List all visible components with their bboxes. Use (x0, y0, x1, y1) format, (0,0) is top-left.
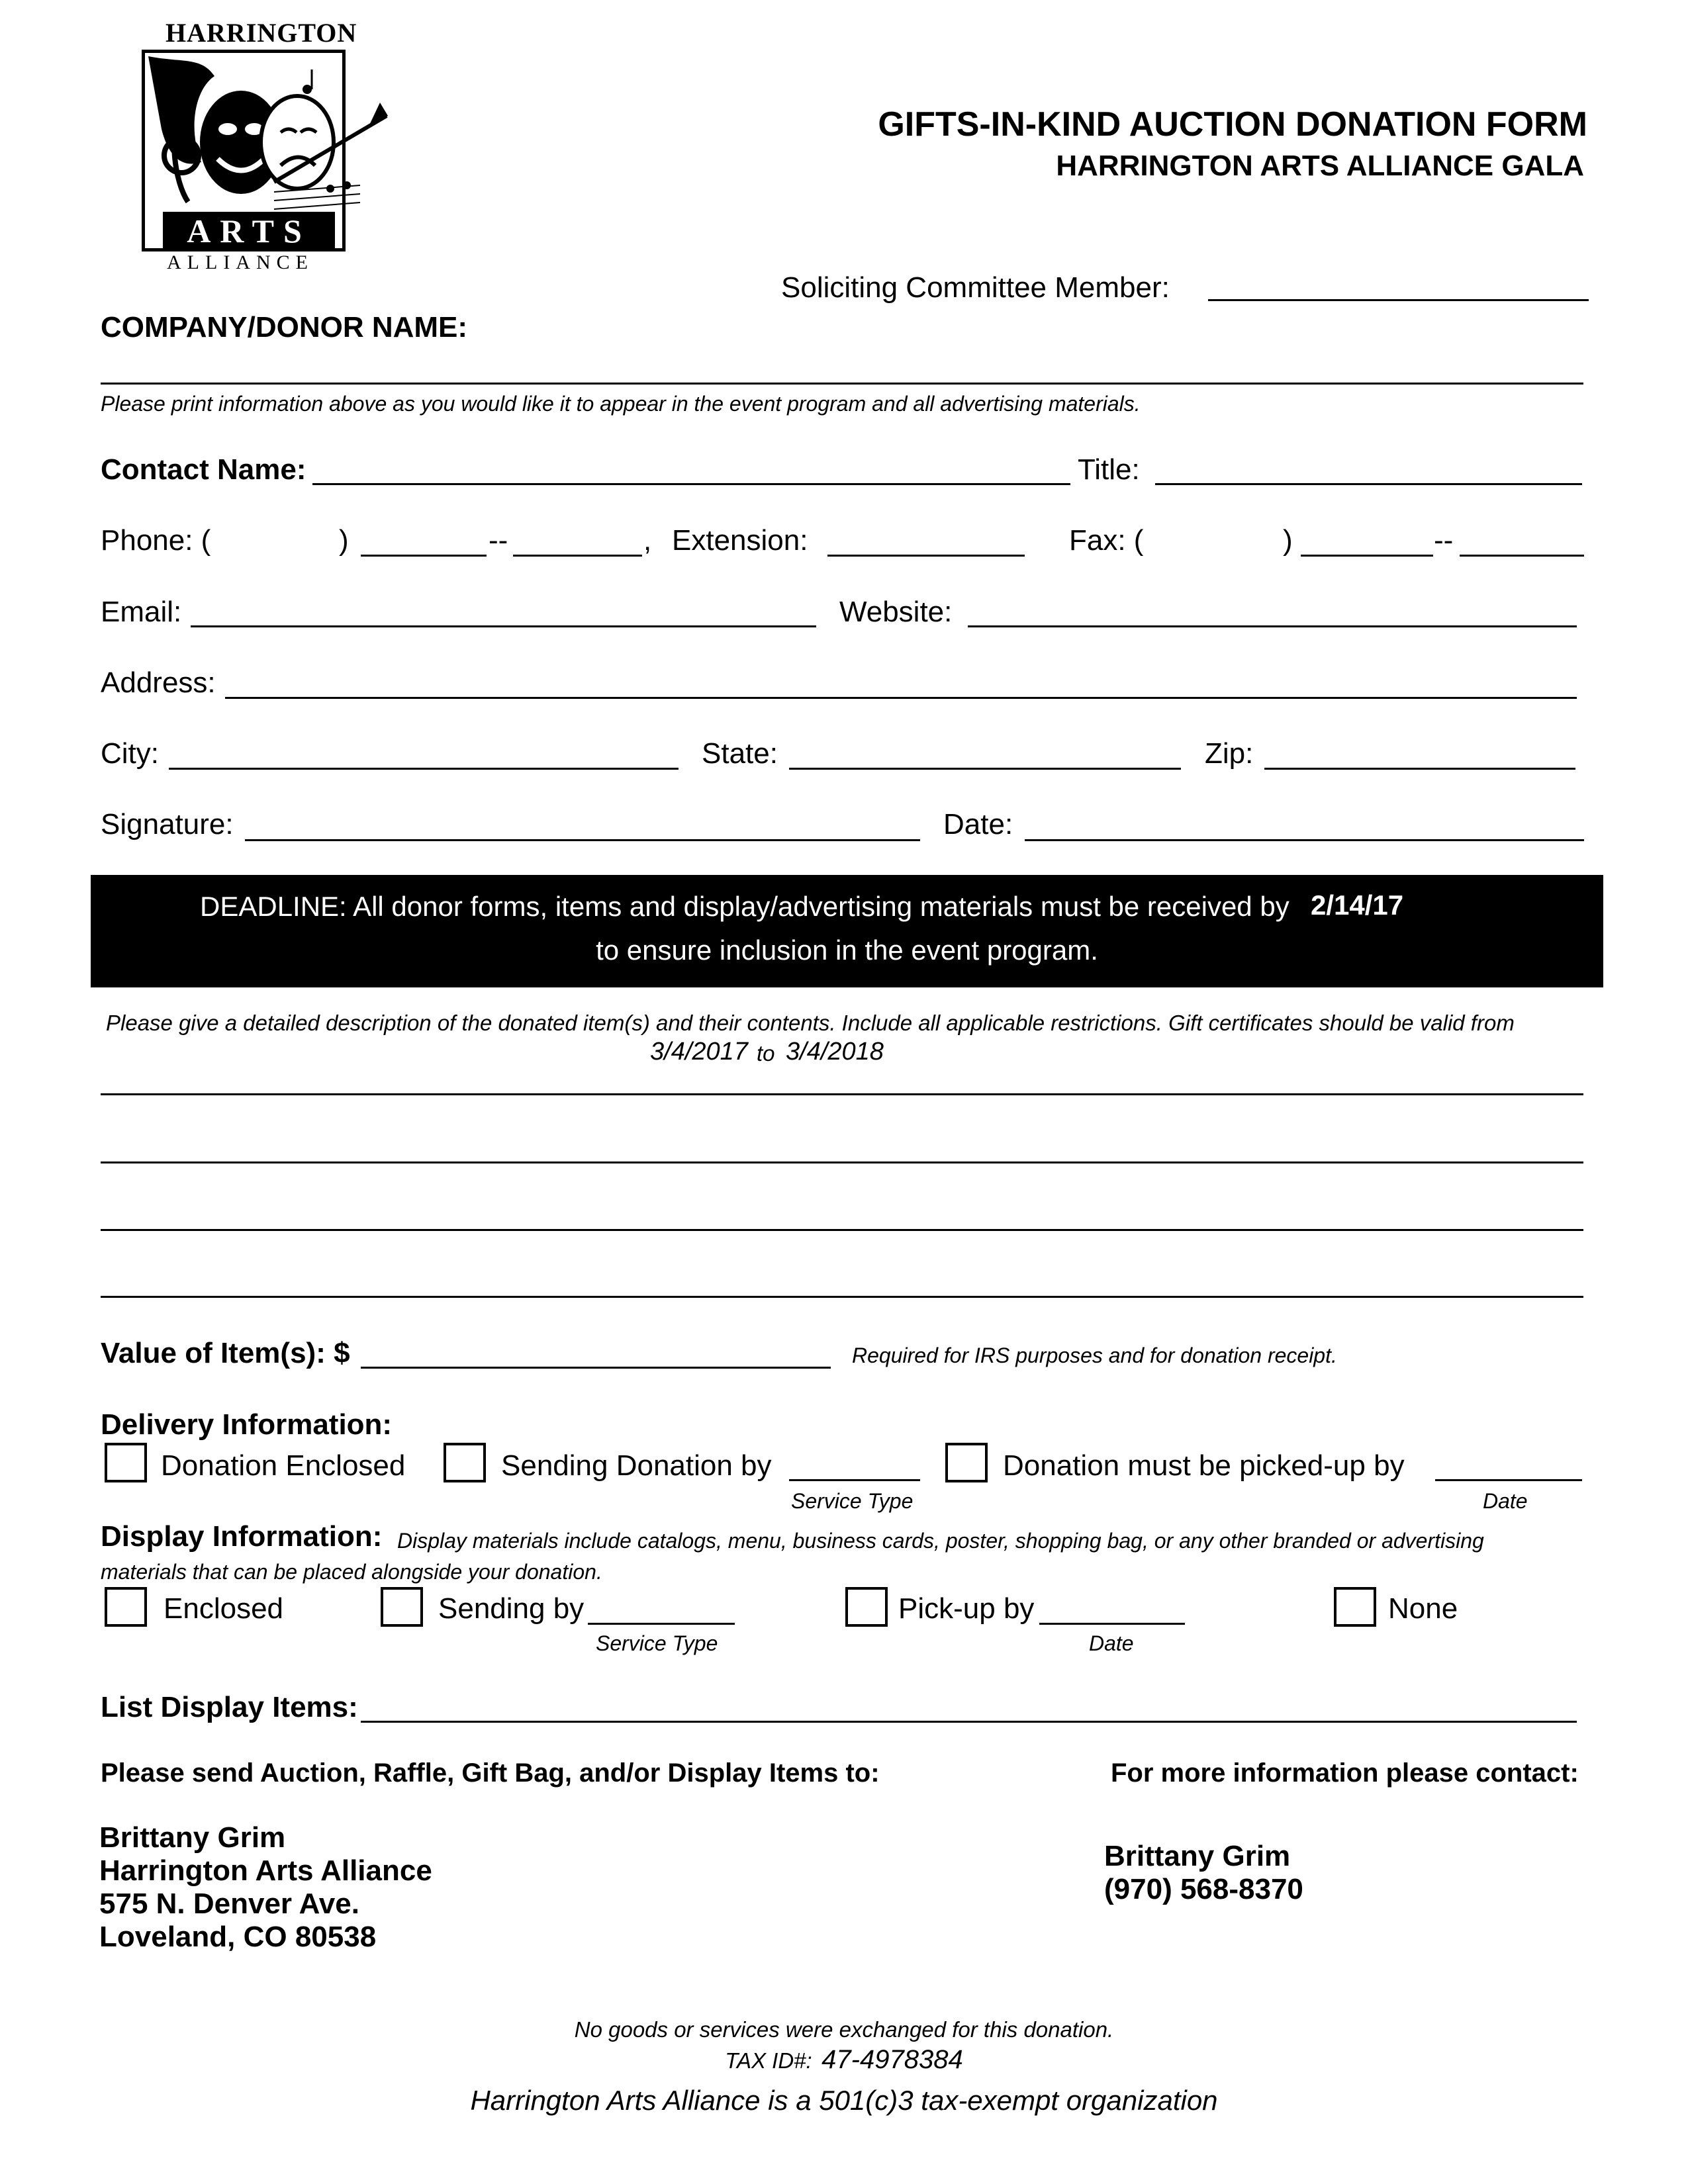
title-field[interactable] (1155, 483, 1582, 485)
logo-middle-text: ARTS (187, 212, 311, 250)
footer-line1: No goods or services were exchanged for this donation. (574, 2017, 1114, 2042)
display-service-type-caption: Service Type (596, 1631, 718, 1655)
email-field[interactable] (191, 625, 816, 627)
delivery-enclosed-label: Donation Enclosed (161, 1449, 406, 1482)
city-label: City: (101, 737, 159, 770)
display-pickup-label: Pick-up by (898, 1592, 1035, 1625)
solicitor-label: Soliciting Committee Member: (781, 271, 1170, 304)
fax-label: Fax: ( (1069, 524, 1144, 557)
display-enclosed-label: Enclosed (164, 1592, 284, 1625)
website-label: Website: (839, 596, 953, 628)
phone-line-field[interactable] (513, 555, 642, 557)
value-field[interactable] (361, 1367, 831, 1369)
display-note-line2: materials that can be placed alongside your donation. (101, 1560, 602, 1584)
logo-arts-box (163, 212, 335, 250)
taxid-label: TAX ID#: (725, 2048, 812, 2073)
logo (132, 13, 391, 278)
valid-to-date: 3/4/2018 (786, 1038, 884, 1066)
deadline-date: 2/14/17 (1311, 889, 1404, 921)
zip-label: Zip: (1205, 737, 1254, 770)
phone-prefix-field[interactable] (361, 555, 487, 557)
donor-note: Please print information above as you would like it to appear in the event program and all advertising materials. (101, 392, 1141, 416)
more-info-line: Brittany Grim (1104, 1840, 1291, 1872)
description-line-2[interactable] (101, 1161, 1583, 1163)
deadline-line2: to ensure inclusion in the event program. (596, 934, 1098, 966)
delivery-pickup-date-field[interactable] (1435, 1479, 1582, 1481)
contact-name-field[interactable] (312, 483, 1070, 485)
form-subtitle: HARRINGTON ARTS ALLIANCE GALA (1056, 150, 1584, 182)
delivery-date-caption: Date (1483, 1489, 1528, 1513)
phone-paren-close: ) (339, 524, 349, 557)
delivery-service-type-caption: Service Type (791, 1489, 914, 1513)
delivery-enclosed-checkbox[interactable] (105, 1443, 147, 1482)
delivery-sending-checkbox[interactable] (444, 1443, 486, 1482)
taxid-value: 47-4978384 (821, 2045, 963, 2074)
deadline-banner (91, 875, 1603, 987)
donor-field[interactable] (101, 383, 1583, 385)
display-pickup-date-field[interactable] (1039, 1623, 1185, 1625)
more-info-contact (1104, 1840, 1303, 1906)
send-to-line: Harrington Arts Alliance (99, 1854, 432, 1887)
form-title: GIFTS-IN-KIND AUCTION DONATION FORM (878, 105, 1587, 144)
display-none-checkbox[interactable] (1334, 1587, 1376, 1627)
address-field[interactable] (225, 697, 1577, 699)
signature-field[interactable] (245, 839, 920, 841)
display-sending-checkbox[interactable] (381, 1587, 423, 1627)
logo-bottom-text: ALLIANCE (167, 251, 314, 273)
state-label: State: (702, 737, 778, 770)
deadline-line1: DEADLINE: All donor forms, items and display/advertising materials must be received by (200, 891, 1289, 922)
send-to-heading: Please send Auction, Raffle, Gift Bag, and/or Display Items to: (101, 1758, 880, 1788)
description-line-1[interactable] (101, 1093, 1583, 1095)
extension-label: Extension: (672, 524, 808, 557)
date-label: Date: (943, 808, 1013, 841)
footer-line3: Harrington Arts Alliance is a 501(c)3 tax-exempt organization (470, 2085, 1218, 2116)
phone-comma: , (643, 524, 652, 557)
display-enclosed-checkbox[interactable] (105, 1587, 147, 1627)
title-label: Title: (1078, 453, 1140, 486)
phone-dash: -- (489, 524, 508, 557)
description-line-4[interactable] (101, 1296, 1583, 1298)
value-note: Required for IRS purposes and for donation receipt. (852, 1343, 1337, 1367)
solicitor-field[interactable] (1208, 299, 1589, 301)
delivery-heading: Delivery Information: (101, 1408, 393, 1441)
valid-from-date: 3/4/2017 (650, 1038, 748, 1066)
extension-field[interactable] (827, 555, 1025, 557)
signature-label: Signature: (101, 808, 234, 841)
website-field[interactable] (968, 625, 1577, 627)
fax-prefix-field[interactable] (1301, 555, 1433, 557)
description-line-3[interactable] (101, 1229, 1583, 1231)
send-to-line: 575 N. Denver Ave. (99, 1888, 359, 1920)
delivery-pickup-label: Donation must be picked-up by (1003, 1449, 1405, 1482)
fax-line-field[interactable] (1460, 555, 1584, 557)
city-field[interactable] (169, 768, 679, 770)
logo-top-text: HARRINGTON (165, 18, 357, 48)
valid-to-word: to (757, 1041, 775, 1066)
delivery-sending-label: Sending Donation by (501, 1449, 772, 1482)
send-to-line: Loveland, CO 80538 (99, 1921, 377, 1953)
list-display-label: List Display Items: (101, 1691, 358, 1723)
more-info-line: (970) 568-8370 (1104, 1873, 1303, 1905)
display-pickup-checkbox[interactable] (845, 1587, 888, 1627)
donor-label: COMPANY/DONOR NAME: (101, 311, 468, 343)
delivery-pickup-checkbox[interactable] (945, 1443, 988, 1482)
display-none-label: None (1388, 1592, 1458, 1625)
display-heading: Display Information: (101, 1520, 383, 1553)
send-to-line: Brittany Grim (99, 1821, 286, 1854)
contact-name-label: Contact Name: (101, 453, 306, 486)
list-display-field[interactable] (361, 1721, 1577, 1723)
value-label: Value of Item(s): $ (101, 1337, 350, 1369)
zip-field[interactable] (1264, 768, 1575, 770)
display-service-type-field[interactable] (588, 1623, 735, 1625)
address-label: Address: (101, 666, 216, 699)
phone-label: Phone: ( (101, 524, 211, 557)
display-note-line1: Display materials include catalogs, menu, business cards, poster, shopping bag, or any other branded or advertising (397, 1529, 1484, 1553)
display-date-caption: Date (1089, 1631, 1134, 1655)
state-field[interactable] (789, 768, 1181, 770)
more-info-heading: For more information please contact: (1111, 1758, 1579, 1788)
email-label: Email: (101, 596, 182, 628)
date-field[interactable] (1025, 839, 1584, 841)
description-instruction: Please give a detailed description of the donated item(s) and their contents. Include all applicable restrictions. Gift certificates should be valid from (106, 1011, 1515, 1035)
fax-paren-close: ) (1283, 524, 1293, 557)
send-to-address (99, 1821, 432, 1954)
display-sending-label: Sending by (438, 1592, 585, 1625)
theater-masks-icon (142, 50, 393, 222)
fax-dash: -- (1434, 524, 1454, 557)
delivery-service-type-field[interactable] (789, 1479, 920, 1481)
footer-taxid (0, 2045, 1688, 2075)
